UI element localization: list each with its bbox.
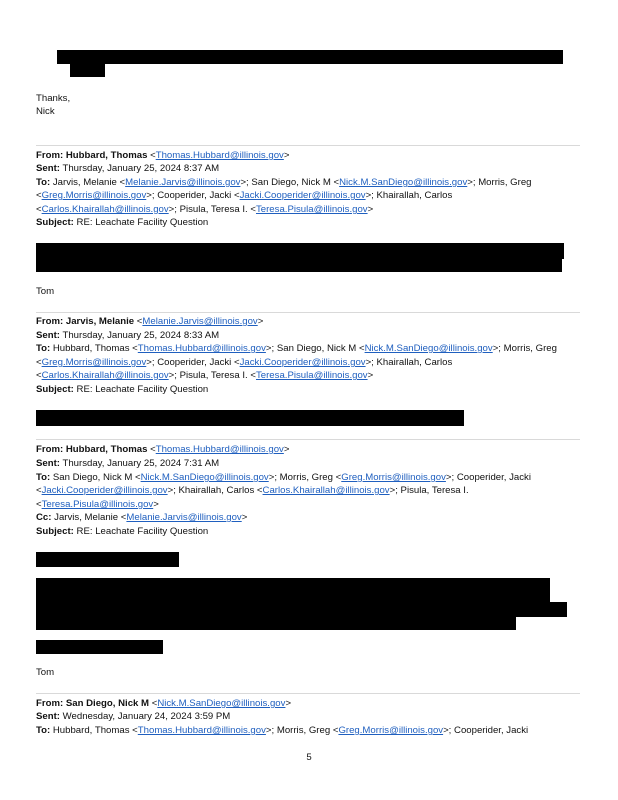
email4-to-line1: To: Hubbard, Thomas <Thomas.Hubbard@illinois.gov>; Morris, Greg <Greg.Morris@illinois.gov>; Cooperider, Jacki [36, 725, 529, 736]
recipient-name: San Diego, Nick M [251, 177, 331, 188]
from-name: Hubbard, Thomas [65, 150, 148, 161]
email1-signoff: Tom [36, 286, 55, 297]
sent-date: Wednesday, January 24, 2024 3:59 PM [62, 711, 231, 722]
sent-date: Thursday, January 25, 2024 7:31 AM [62, 458, 220, 469]
from-name: San Diego, Nick M [65, 698, 150, 709]
email2-to-line3: <Carlos.Khairallah@illinois.gov>; Pisula, Teresa I. <Teresa.Pisula@illinois.gov> [36, 370, 374, 381]
to-label: To: [36, 343, 51, 354]
page-number: 5 [306, 752, 312, 763]
email-link[interactable]: Greg.Morris@illinois.gov [41, 190, 147, 201]
email3-sent [36, 458, 219, 470]
recipient-name: Khairallah, Carlos [376, 190, 453, 201]
email3-from: From: Hubbard, Thomas <Thomas.Hubbard@illinois.gov> [36, 444, 290, 455]
recipient-name: Khairallah, Carlos [178, 485, 255, 496]
email-link[interactable]: Teresa.Pisula@illinois.gov [41, 499, 154, 510]
email-link[interactable]: Thomas.Hubbard@illinois.gov [155, 150, 284, 161]
email-link[interactable]: Carlos.Khairallah@illinois.gov [262, 485, 390, 496]
recipient-name: Cooperider, Jacki [157, 357, 232, 368]
email3-signoff: Tom [36, 667, 55, 678]
closing-name: Nick [36, 106, 55, 117]
sent-label: Sent: [36, 711, 60, 722]
email-link[interactable]: Jacki.Cooperider@illinois.gov [41, 485, 168, 496]
subject-text: RE: Leachate Facility Question [76, 217, 209, 228]
recipient-name: Pisula, Teresa I. [400, 485, 469, 496]
redaction-block [36, 616, 516, 630]
email-link[interactable]: Melanie.Jarvis@illinois.gov [126, 512, 242, 523]
from-name: Hubbard, Thomas [65, 444, 148, 455]
redaction-block [70, 63, 105, 77]
from-label: From: [36, 698, 64, 709]
email-link[interactable]: Melanie.Jarvis@illinois.gov [125, 177, 241, 188]
email-link[interactable]: Nick.M.SanDiego@illinois.gov [339, 177, 468, 188]
email2-from: From: Jarvis, Melanie <Melanie.Jarvis@illinois.gov> [36, 316, 264, 327]
cc-label: Cc: [36, 512, 52, 523]
email3-cc: Cc: Jarvis, Melanie <Melanie.Jarvis@illinois.gov> [36, 512, 248, 523]
email-link[interactable]: Thomas.Hubbard@illinois.gov [137, 343, 266, 354]
sent-label: Sent: [36, 163, 60, 174]
email2-subject [36, 384, 208, 396]
email-link[interactable]: Greg.Morris@illinois.gov [341, 472, 446, 483]
email4-sent [36, 711, 230, 723]
recipient-name: Morris, Greg [279, 472, 333, 483]
email-link[interactable]: Nick.M.SanDiego@illinois.gov [140, 472, 269, 483]
email-link[interactable]: Nick.M.SanDiego@illinois.gov [157, 698, 286, 709]
divider [36, 693, 580, 694]
email1-to-line1: To: Jarvis, Melanie <Melanie.Jarvis@illinois.gov>; San Diego, Nick M <Nick.M.SanDiego@illinois.gov>; Morris, Greg [36, 177, 532, 188]
email-link[interactable]: Nick.M.SanDiego@illinois.gov [364, 343, 493, 354]
email-link[interactable]: Jacki.Cooperider@illinois.gov [239, 357, 366, 368]
email-link[interactable]: Jacki.Cooperider@illinois.gov [239, 190, 366, 201]
recipient-name: Khairallah, Carlos [376, 357, 453, 368]
subject-text: RE: Leachate Facility Question [76, 526, 209, 537]
email1-sent [36, 163, 219, 175]
email-link[interactable]: Greg.Morris@illinois.gov [41, 357, 147, 368]
email3-to-line1: To: San Diego, Nick M <Nick.M.SanDiego@illinois.gov>; Morris, Greg <Greg.Morris@illinois.gov>; Cooperider, Jacki [36, 472, 531, 483]
recipient-name: Morris, Greg [276, 725, 331, 736]
redaction-block [36, 410, 464, 426]
email3-subject [36, 526, 208, 538]
email2-sent [36, 330, 219, 342]
email3-to-line3: <Teresa.Pisula@illinois.gov> [36, 499, 159, 510]
from-label: From: [36, 444, 64, 455]
email1-subject [36, 217, 208, 229]
sent-label: Sent: [36, 330, 60, 341]
email-link[interactable]: Melanie.Jarvis@illinois.gov [142, 316, 258, 327]
subject-text: RE: Leachate Facility Question [76, 384, 209, 395]
closing-thanks: Thanks, [36, 93, 71, 104]
to-label: To: [36, 177, 51, 188]
recipient-name: Morris, Greg [478, 177, 532, 188]
recipient-name: Hubbard, Thomas [52, 725, 130, 736]
sent-label: Sent: [36, 458, 60, 469]
email-link[interactable]: Thomas.Hubbard@illinois.gov [155, 444, 284, 455]
divider [36, 439, 580, 440]
subject-label: Subject: [36, 217, 74, 228]
email2-to-line2: <Greg.Morris@illinois.gov>; Cooperider, Jacki <Jacki.Cooperider@illinois.gov>; Khairallah, Carlos [36, 357, 453, 368]
email3-to-line2: <Jacki.Cooperider@illinois.gov>; Khairallah, Carlos <Carlos.Khairallah@illinois.gov>; Pisula, Teresa I. [36, 485, 469, 496]
to-label: To: [36, 725, 51, 736]
recipient-name: Hubbard, Thomas [52, 343, 130, 354]
email-link[interactable]: Greg.Morris@illinois.gov [338, 725, 444, 736]
divider [36, 312, 580, 313]
subject-label: Subject: [36, 384, 74, 395]
email-link[interactable]: Carlos.Khairallah@illinois.gov [41, 370, 169, 381]
recipient-name: Cooperider, Jacki [454, 725, 529, 736]
redaction-block [57, 50, 563, 64]
redaction-block [36, 602, 567, 617]
redaction-block [36, 640, 163, 654]
email1-to-line2: <Greg.Morris@illinois.gov>; Cooperider, Jacki <Jacki.Cooperider@illinois.gov>; Khairallah, Carlos [36, 190, 453, 201]
recipient-name: Jarvis, Melanie [52, 177, 117, 188]
email1-to-line3: <Carlos.Khairallah@illinois.gov>; Pisula, Teresa I. <Teresa.Pisula@illinois.gov> [36, 204, 374, 215]
email-link[interactable]: Carlos.Khairallah@illinois.gov [41, 204, 169, 215]
email2-to-line1: To: Hubbard, Thomas <Thomas.Hubbard@illinois.gov>; San Diego, Nick M <Nick.M.SanDiego@illinois.gov>; Morris, Greg [36, 343, 557, 354]
recipient-name: Pisula, Teresa I. [179, 204, 248, 215]
email-link[interactable]: Teresa.Pisula@illinois.gov [255, 204, 368, 215]
recipient-name: Morris, Greg [503, 343, 557, 354]
email-link[interactable]: Teresa.Pisula@illinois.gov [255, 370, 368, 381]
recipient-name: Jarvis, Melanie [54, 512, 119, 523]
email-link[interactable]: Thomas.Hubbard@illinois.gov [137, 725, 266, 736]
recipient-name: Pisula, Teresa I. [179, 370, 248, 381]
recipient-name: Cooperider, Jacki [456, 472, 531, 483]
from-label: From: [36, 316, 64, 327]
sent-date: Thursday, January 25, 2024 8:37 AM [62, 163, 220, 174]
redaction-block [36, 578, 550, 603]
recipient-name: Cooperider, Jacki [157, 190, 232, 201]
subject-label: Subject: [36, 526, 74, 537]
from-name: Jarvis, Melanie [65, 316, 135, 327]
email4-from: From: San Diego, Nick M <Nick.M.SanDiego@illinois.gov> [36, 698, 292, 709]
redaction-block [36, 552, 179, 567]
recipient-name: San Diego, Nick M [276, 343, 357, 354]
to-label: To: [36, 472, 51, 483]
divider [36, 145, 580, 146]
redaction-block [36, 243, 564, 259]
redaction-block [36, 258, 562, 272]
sent-date: Thursday, January 25, 2024 8:33 AM [62, 330, 220, 341]
from-label: From: [36, 150, 64, 161]
recipient-name: San Diego, Nick M [52, 472, 133, 483]
email1-from: From: Hubbard, Thomas <Thomas.Hubbard@illinois.gov> [36, 150, 290, 161]
